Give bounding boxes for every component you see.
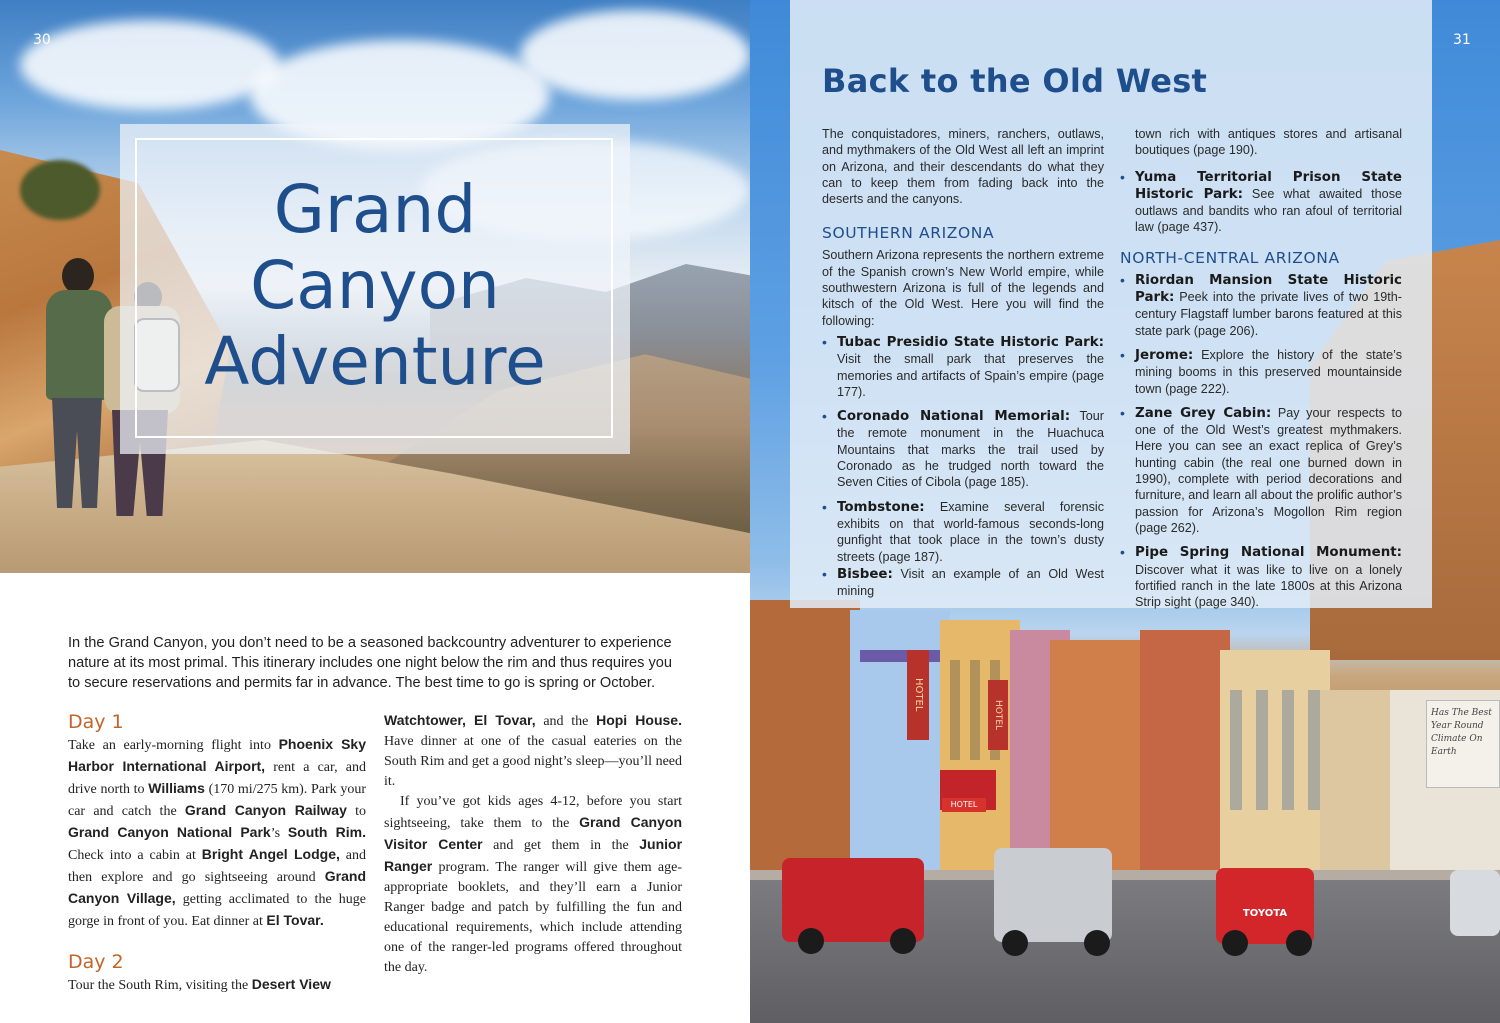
section-heading: SOUTHERN ARIZONA — [822, 224, 995, 243]
day-heading: Day 1 — [68, 711, 124, 733]
silver-truck — [994, 848, 1112, 942]
grand-canyon-photo — [0, 0, 750, 573]
hotel-sign: HOTEL — [907, 650, 929, 740]
day2-text-cont: Watchtower, El Tovar, and the Hopi House. Have dinner at one of the casual eateries on the South Rim and get a good night’s sleep—you’ll need it. — [384, 712, 682, 789]
sidebar-column-2: town rich with antiques stores and artisanal boutiques (page 190). • Yuma Territorial Prison State Historic Park: See what awaited those outlaws and bandits who ran afoul of territorial law (page 437). NORTH-CENTRAL ARIZONA • Riordan Mansion State Historic Park: Peek into the private lives of two 19th-century Flagstaff lumber barons featured at this state park (page 206). • Jerome: Explore the history of the state’s mining booms in this preserved mountainside town (page 222). • Zane Grey Cabin: Pay your respects to one of the Old West’s greatest mythmakers. Here you can see an exact replica of Grey’s hunting cabin (the real one burned down in 1990), complete with period decorations and furniture, and learn all about the prolific author’s passion for Arizona’s Mogollon Rim region (page 262). • Pipe Spring National Monument: Discover what it was like to live on a lonely fortified ranch in the late 1800s at this Arizona Strip sight (page 340). — [1120, 127, 1402, 610]
kids-paragraph: If you’ve got kids ages 4-12, before you start sightseeing, take them to the Grand Canyon Visitor Center and get them in the Junior Ranger program. The ranger will give them age-appropriate booklets, and they’ll earn a Junior Ranger badge and patch by fulfilling the fun and educational requirements, which include attending one of the ranger-led programs offered throughout the day. — [384, 794, 683, 975]
bullet-icon: • — [1120, 544, 1125, 561]
hotel-sign: HOTEL — [942, 798, 986, 812]
day2-text-start: Tour the South Rim, visiting the Desert View — [68, 976, 331, 993]
title-line: Canyon — [250, 247, 500, 324]
list-item: • Zane Grey Cabin: Pay your respects to one of the Old West’s greatest mythmakers. Here you can see an exact replica of Grey’s hunting cabin (the real one burned down in 1990), complete with period decorations and furniture, and learn all about the prolific author’s passion for Arizona’s Mogollon Rim region (page 262). — [1120, 404, 1402, 535]
bullet-icon: • — [822, 498, 827, 515]
list-item: • Tombstone: Examine several forensic exhibits on that world-famous seconds-long gunfight that took place in the town’s dusty streets (page 187). — [822, 498, 1104, 564]
sidebar-title: Back to the Old West — [822, 62, 1208, 100]
section-heading: NORTH-CENTRAL ARIZONA — [1120, 248, 1340, 267]
sidebar-column-1 — [822, 126, 1104, 573]
intro-paragraph: In the Grand Canyon, you don’t need to be a seasoned backcountry adventurer to experience nature at its most primal. This itinerary includes one night below the rim and thus requires you to secure reservations and permits far in advance. The best time to go is spring or October. — [68, 635, 673, 691]
day1-text: Take an early-morning flight into Phoenix Sky Harbor International Airport, rent a car, and drive north to Williams (170 mi/275 km). Park your car and catch the Grand Canyon Railway to Grand Canyon National Park’s South Rim. Check into a cabin at Bright Angel Lodge, and then explore and go sightseeing around Grand Canyon Village, getting acclimated to the huge gorge in front of you. Eat dinner at El Tovar. — [68, 736, 367, 929]
bullet-icon: • — [1120, 346, 1125, 363]
list-item: • Riordan Mansion State Historic Park: Peek into the private lives of two 19th-century Flagstaff lumber barons featured at this state park (page 206). — [1120, 271, 1402, 338]
bullet-icon: • — [822, 408, 827, 425]
itinerary-column-2 — [384, 710, 682, 978]
billboard: Has The Best Year Round Climate On Earth — [1426, 700, 1500, 788]
page-number: 31 — [1453, 32, 1471, 48]
title-line: Grand — [273, 171, 477, 248]
chapter-title — [120, 172, 630, 400]
sidebar-intro: The conquistadores, miners, ranchers, outlaws, and mythmakers of the Old West all left an imprint on Arizona, and their descendants do what they can to keep them from fading back into the deserts and the canyons. — [822, 127, 1104, 207]
day-heading: Day 2 — [68, 951, 124, 973]
bullet-icon: • — [1120, 271, 1125, 288]
list-item: • Bisbee: Visit an example of an Old West mining — [822, 566, 1104, 599]
itinerary-column-1 — [68, 710, 366, 996]
truck-badge: TOYOTA — [1242, 908, 1288, 919]
page-number: 30 — [33, 32, 51, 48]
right-page — [750, 0, 1500, 1023]
list-item: • Tubac Presidio State Historic Park: Visit the small park that preserves the memories and artifacts of Spain’s empire (page 177). — [822, 333, 1104, 399]
hotel-sign: HOTEL — [988, 680, 1008, 750]
bullet-icon: • — [822, 333, 827, 350]
list-item: • Pipe Spring National Monument: Discover what it was like to live on a lonely fortified ranch in the late 1800s at this Arizona Strip sight (page 340). — [1120, 544, 1402, 610]
list-item: • Yuma Territorial Prison State Historic Park: See what awaited those outlaws and bandits who ran afoul of territorial law (page 437). — [1120, 168, 1402, 235]
bullet-icon: • — [822, 566, 827, 582]
section-intro: Southern Arizona represents the northern extreme of the Spanish crown’s New World empire, while southwestern Arizona is full of the legends and kitsch of the Old West. Here you will find the following: — [822, 248, 1104, 328]
bullet-icon: • — [1120, 168, 1125, 185]
list-item: • Coronado National Memorial: Tour the remote monument in the Huachuca Mountains that marks the trail used by Coronado as he trudged north toward the Seven Cities of Cibola (page 185). — [822, 408, 1104, 490]
title-line: Adventure — [204, 323, 546, 400]
bullet-icon: • — [1120, 404, 1125, 421]
list-item: • Jerome: Explore the history of the state’s mining booms in this preserved mountainside town (page 222). — [1120, 346, 1402, 396]
